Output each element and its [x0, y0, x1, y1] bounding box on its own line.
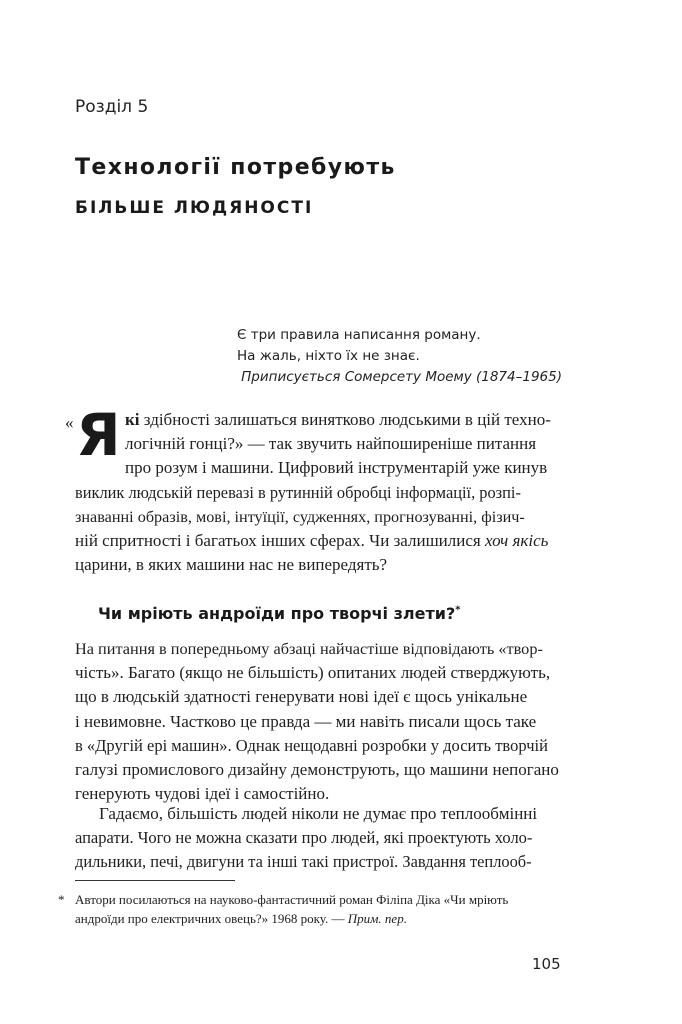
- lead-line-1-rest: здібності залишаться винятково людськими в цій техно-: [139, 410, 551, 429]
- section-subheading: [98, 604, 460, 623]
- footnote-mark: *: [58, 892, 65, 907]
- chapter-title: [75, 148, 396, 228]
- chapter-title-line-2: БІЛЬШЕ ЛЮДЯНОСТІ: [75, 198, 314, 218]
- epigraph-line-2: На жаль, ніхто їх не знає.: [237, 348, 420, 364]
- paragraph-1: [75, 637, 587, 806]
- paragraph-1-line-1: На питання в попередньому абзаці найчастіше відповідають «твор-: [75, 639, 543, 658]
- paragraph-1-line-3: що в людській здатності генерувати нові ідеї є щось унікальне: [75, 687, 528, 707]
- paragraph-1-line-6: галузі промислового дизайну демонструють, що машини непогано: [75, 759, 559, 779]
- drop-cap: Я: [76, 401, 121, 469]
- paragraph-1-line-2: чість». Багато (якщо не більшість) опитаних людей стверджують,: [75, 663, 551, 683]
- paragraph-2-line-3: дильники, печі, двигуни та інші такі пристрої. Завдання теплооб-: [75, 852, 532, 872]
- lead-line-1-bold: кі: [125, 410, 140, 429]
- paragraph-1-line-4: і невимовне. Частково це правда — ми навіть писали щось таке: [75, 711, 537, 731]
- lead-line-3: про розум і машини. Цифровий інструментарій уже кинув: [125, 458, 548, 478]
- lead-line-6-emphasis: хоч якісь: [484, 530, 549, 550]
- lead-line-1: [75, 408, 587, 432]
- chapter-title-line-1: Технології потребують: [75, 155, 396, 180]
- epigraph-line-1: Є три правила написання роману.: [237, 327, 481, 343]
- footnote-translator-note: Прим. пер.: [347, 911, 407, 926]
- subheading-text: Чи мріють андроїди про творчі злети?: [98, 604, 456, 623]
- footnote-line-1: Автори посилаються на науково-фантастичний роман Філіпа Діка «Чи мріють: [75, 892, 509, 907]
- lead-line-7: царини, в яких машини нас не випередять?: [75, 555, 388, 575]
- lead-paragraph: [65, 401, 587, 577]
- paragraph-2: [75, 802, 587, 875]
- lead-line-4: виклик людській перевазі в рутинній обробці інформації, розпі-: [75, 482, 521, 502]
- paragraph-1-line-7: генерують чудові ідеї і самостійно.: [75, 784, 330, 804]
- lead-line-6: [75, 529, 587, 553]
- epigraph-attribution: Приписується Сомерсету Моему (1874–1965): [241, 369, 562, 385]
- paragraph-2-line-2: апарати. Чого не можна сказати про людей, які проектують холо-: [75, 828, 533, 848]
- footnote: [58, 890, 588, 928]
- subheading-footnote-mark: *: [455, 604, 461, 616]
- paragraph-2-line-1: Гадаємо, більшість людей ніколи не думає про теплообмінні: [99, 804, 538, 823]
- footnote-line-2-text: андроїди про електричних овець?» 1968 року. —: [75, 911, 348, 926]
- chapter-label: Розділ 5: [75, 97, 149, 117]
- page-number: 105: [532, 955, 561, 973]
- lead-line-5: знаванні образів, мові, інтуїції, судженнях, прогнозуванні, фізич-: [75, 507, 525, 526]
- lead-line-2: логічній гонці?» — так звучить найпоширеніше питання: [125, 434, 537, 454]
- lead-line-6-text: ній спритності і багатьох інших сферах. Чи залишилися: [75, 530, 485, 550]
- footnote-divider: [75, 880, 235, 881]
- epigraph: [237, 325, 562, 388]
- paragraph-1-line-5: в «Другій ері машин». Однак нещодавні розробки у досить творчій: [75, 735, 548, 755]
- opening-quote: «: [65, 413, 74, 432]
- footnote-line-2: [58, 909, 588, 928]
